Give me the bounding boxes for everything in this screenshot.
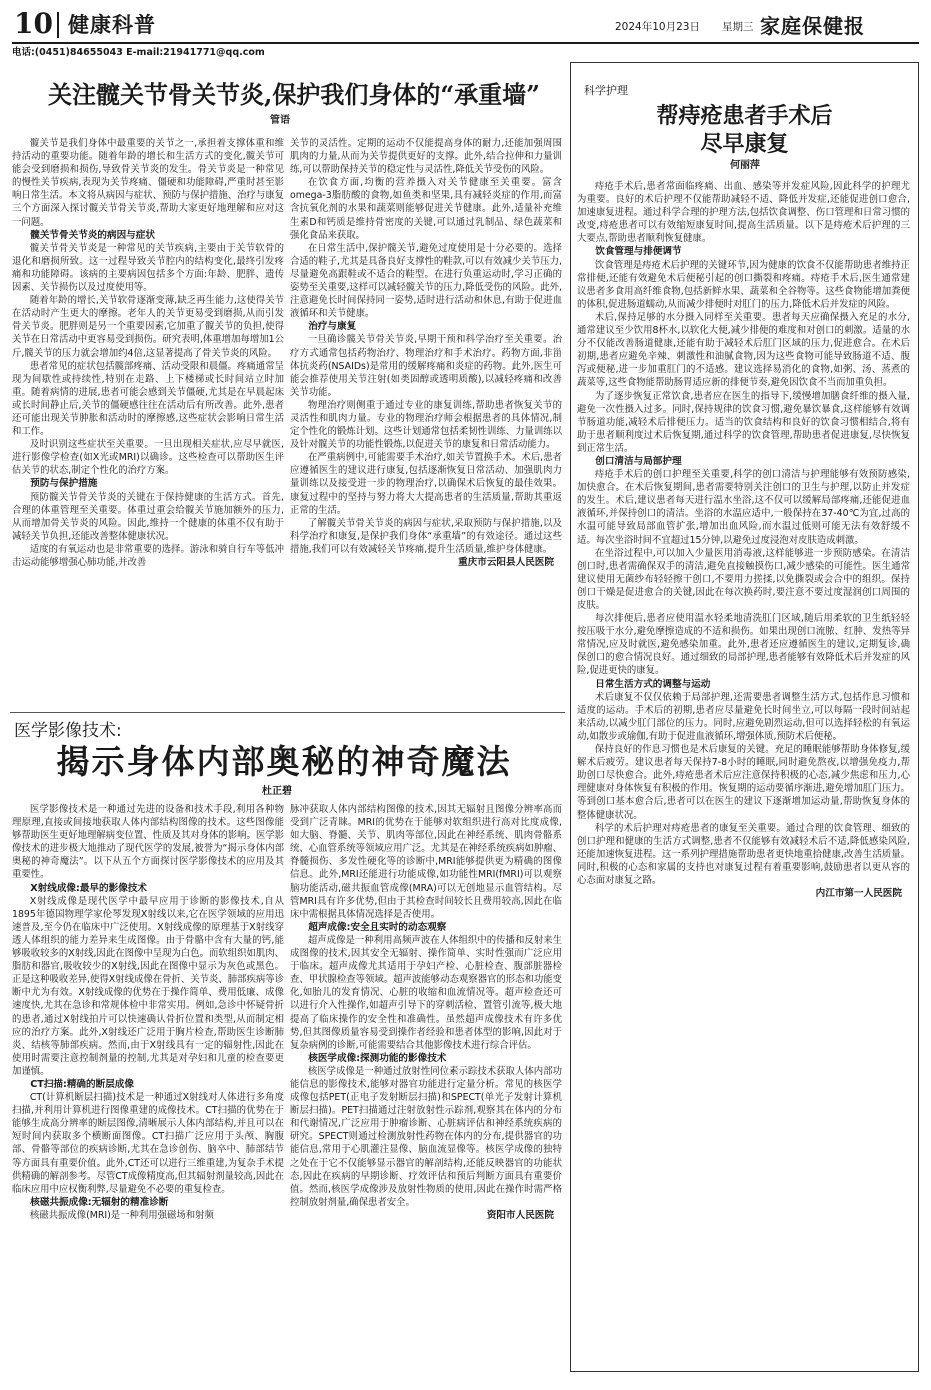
section-heading: 核医学成像:探测功能的影像技术 (308, 1052, 447, 1064)
body-paragraph: 医学影像技术是一种通过先进的设备和技术手段,利用各种物理原理,直接或间接地获取人体内部结构图像的技术。这些图像能够帮助医生更好地理解病变位置、性质及其对身体的影响。医学影像技术的进步极大地推动了现代医学的发展,被誉为“揭示身体内部奥秘的神奇魔法”。以下从五个方面探讨医学影像技术的应用及其重要性。 (12, 804, 284, 881)
article3-kicker: 科学护理 (584, 84, 628, 97)
body-paragraph-continued: 关节的灵活性。定期的运动不仅能提高身体的耐力,还能加强周围肌肉的力量,从而为关节提供更好的支撑。此外,结合拉伸和力量训练,可以帮助保持关节的稳定性与灵活性,降低关节受伤的风险。 (290, 138, 562, 176)
source-hospital: 重庆市云阳县人民医院 (458, 557, 554, 568)
body-paragraph: CT(计算机断层扫描)技术是一种通过X射线对人体进行多角度扫描,并利用计算机进行图像重建的成像技术。CT扫描的优势在于能够生成高分辨率的断层图像,清晰展示人体内部结构,并且可以在短时间内获取多个横断面图像。CT扫描广泛应用于头颅、胸腹部、骨骼等部位的疾病诊断,尤其在急诊创伤、脑卒中、肺部结节等方面具有重要价值。此外,CT还可以进行三维重建,为复杂手术提供精确的解剖参考。尽管CT成像精度高,但其辐射剂量较高,因此在临床应用中应权衡利弊,尽量避免不必要的重复检查。 (12, 1092, 284, 1195)
section-name: 健康科普 (68, 12, 156, 37)
section-heading: CT扫描:精确的断层成像 (30, 1078, 134, 1090)
body-paragraph: 痔疮手术后的创口护理至关重要,科学的创口清洁与护理能够有效预防感染,加快愈合。在术后恢复期间,患者需要特别关注创口的卫生与护理,以防止并发症的发生。术后,建议患者每天进行温水坐浴,这不仅可以缓解局部疼痛,还能促进血液循环,并保持创口的清洁。坐浴的水温应适中,一般保持在37-40℃为宜,过高的水温可能导致局部血管扩张,增加出血风险,而水温过低则可能无法有效舒缓不适。每次坐浴时间不宜超过15分钟,以避免过度浸泡对皮肤造成刺激。 (577, 469, 910, 546)
section-heading: 核磁共振成像:无辐射的精准诊断 (30, 1196, 169, 1208)
body-paragraph: 在日常生活中,保护髋关节,避免过度使用是十分必要的。选择合适的鞋子,尤其是具备良好支撑性的鞋款,可以有效减少关节压力,尽量避免高跟鞋或不适合的鞋型。在进行负重运动时,学习正确的姿势至关重要,这样可以减轻髋关节的压力,降低受伤的风险。此外,注意避免长时间保持同一姿势,适时进行活动和休息,有助于促进血液循环和关节健康。 (290, 242, 562, 320)
paper-name: 家庭保健报 (760, 14, 865, 38)
issue-weekday: 星期三 (722, 21, 754, 33)
body-paragraph: 了解髋关节骨关节炎的病因与症状,采取预防与保护措施,以及科学治疗和康复,是保护我们身体“承重墙”的有效途径。通过这些措施,我们可以有效减轻关节疼痛,提升生活质量,维护身体健康。 (290, 517, 562, 555)
body-paragraph: 核磁共振成像(MRI)是一种利用强磁场和射频 (29, 1209, 214, 1221)
body-paragraph: 术后,保持足够的水分摄入同样至关重要。患者每天应确保摄入充足的水分,通常建议至少饮用8杯水,以软化大便,减少排便的难度和对创口的刺激。适量的水分不仅能改善肠道健康,还能有助于减轻术后肛门区域的压力,促进愈合。在术后初期,患者应避免辛辣、刺激性和油腻食物,因为这些食物可能导致肠道不适、腹泻或便秘,进一步加重肛门的不适感。建议选择易消化的食物,如粥、汤、蒸煮的蔬菜等,这些食物能帮助肠胃适应新的排便节奏,避免因饮食不当而加重负担。 (577, 311, 910, 389)
section-heading: 创口清洁与局部护理 (595, 455, 682, 467)
section-heading: 饮食管理与排便调节 (595, 246, 682, 258)
body-paragraph: 核医学成像是一种通过放射性同位素示踪技术获取人体内部功能信息的影像技术,能够对器官功能进行定量分析。常见的核医学成像包括PET(正电子发射断层扫描)和SPECT(单光子发射计算机断层扫描)。PET扫描通过注射放射性示踪剂,观察其在体内的分布和代谢情况,广泛应用于肿瘤诊断、心脏病评估和神经系统疾病的研究。SPECT则通过检测放射性药物在体内的分布,提供器官的功能信息,常用于心肌灌注显像、脑血流显像等。核医学成像的独特之处在于它不仅能够显示器官的解剖结构,还能反映器官的功能状态,因此在疾病的早期诊断、疗效评估和预后判断方面具有重要价值。然而,核医学成像涉及放射性物质的使用,因此在操作时需严格控制放射剂量,确保患者安全。 (290, 1065, 562, 1208)
body-paragraph: 每次排便后,患者应使用温水轻柔地清洗肛门区域,随后用柔软的卫生纸轻轻按压吸干水分,避免摩擦造成的不适和损伤。如果出现创口流脓、红肿、发热等异常情况,应及时就医,避免感染加重。此外,患者还应遵循医生的建议,定期复诊,确保创口的愈合情况良好。通过细致的局部护理,患者能够有效降低术后并发症的风险,促进更快的康复。 (577, 613, 910, 677)
body-paragraph: 随着年龄的增长,关节软骨逐渐变薄,缺乏再生能力,这使得关节在活动时产生更大的摩擦。老年人的关节更易受到磨损,从而引发骨关节炎。肥胖则是另一个重要因素,它加重了髋关节的负担,使得关节在日常活动中更容易受到损伤。研究表明,体重增加每增加1公斤,髋关节的压力就会增加约4倍,这显著提高了骨关节炎的风险。 (12, 295, 284, 359)
article2-column-2 (290, 803, 562, 1371)
body-paragraph: X射线成像是现代医学中最早应用于诊断的影像技术,自从1895年德国物理学家伦琴发现X射线以来,它在医学领域的应用迅速普及,至今仍在临床中广泛使用。X射线成像的原理基于X射线穿透人体组织的能力差异来生成图像。由于骨骼中含有大量的钙,能够吸收较多的X射线,因此在图像中呈现为白色。而软组织如肌肉、脂肪和器官,吸收较少的X射线,因此在图像中显示为灰色或黑色。正是这种吸收差异,使得X射线成像在骨折、关节炎、肺部疾病等诊断中尤为有效。X射线成像的优势在于操作简单、费用低廉、成像速度快,尤其在急诊和常规体检中非常实用。例如,急诊中怀疑骨折的患者,通过X射线拍片可以快速确认骨折位置和类型,从而制定相应的治疗方案。此外,X射线还广泛用于胸片检查,帮助医生诊断肺炎、结核等肺部疾病。然而,由于X射线具有一定的辐射性,因此在使用时需要注意控制剂量的控制,尤其是对孕妇和儿童的检查要更加谨慎。 (12, 895, 284, 1077)
section-heading: 超声成像:安全且实时的动态观察 (308, 921, 447, 933)
body-paragraph: 保持良好的作息习惯也是术后康复的关键。充足的睡眠能够帮助身体修复,缓解术后疲劳。建议患者每天保持7-8小时的睡眠,同时避免熬夜,以增强免疫力,帮助创口尽快愈合。此外,痔疮患者术后应注意保持积极的心态,减少焦虑和压力,心理健康对身体恢复有积极的作用。恢复期的运动要循序渐进,避免增加肛门压力。等到创口基本愈合后,患者可以在医生的建议下逐渐增加运动量,帮助恢复身体的整体健康状况。 (577, 744, 910, 821)
body-paragraph: 一旦确诊髋关节骨关节炎,早期干预和科学治疗至关重要。治疗方式通常包括药物治疗、物理治疗和手术治疗。药物方面,非甾体抗炎药(NSAIDs)是常用的缓解疼痛和炎症的药物。此外,医生可能会推荐使用关节注射(如类固醇或透明质酸),以减轻疼痛和改善关节功能。 (290, 334, 562, 398)
contact-line: 电话:(0451)84655043 E-mail:21941771@qq.com (12, 47, 265, 58)
body-paragraph: 为了逐步恢复正常饮食,患者应在医生的指导下,缓慢增加膳食纤维的摄入量,避免一次性摄入过多。同时,保持规律的饮食习惯,避免暴饮暴食,这样能够有效调节肠道功能,减轻术后排便压力。适当的饮食结构和良好的饮食习惯相结合,将有助于患者顺利度过术后恢复期,通过科学的饮食管理,帮助患者促进康复,尽快恢复到正常生活。 (577, 390, 910, 454)
body-paragraph: 在坐浴过程中,可以加入少量医用消毒液,这样能够进一步预防感染。在清洁创口时,患者需确保双手的清洁,避免直接触摸伤口,减少感染的可能性。医生通常建议使用无菌纱布轻轻擦干创口,不要用力搓揉,以免撕裂或会合中的组织。保持创口干燥是促进愈合的关键,因此在每次换药时,要注意不要过度湿润创口周围的皮肤。 (577, 547, 910, 611)
section-heading: 预防与保护措施 (30, 478, 98, 490)
section-heading: 日常生活方式的调整与运动 (595, 678, 711, 690)
body-paragraph: 物理治疗则侧重于通过专业的康复训练,帮助患者恢复关节的灵活性和肌肉力量。专业的物理治疗师会根据患者的具体情况,制定个性化的锻炼计划。这些计划通常包括柔韧性训练、力量训练以及针对髋关节的功能性锻炼,以促进关节的康复和日常活动能力。 (290, 399, 562, 451)
section-heading: 治疗与康复 (308, 321, 357, 333)
article1-column-1 (12, 137, 284, 703)
issue-date: 2024年10月23日 (615, 21, 700, 33)
source-hospital: 内江市第一人民医院 (815, 888, 902, 900)
article1-column-2 (290, 137, 562, 703)
article3-title-line1: 帮痔疮患者手术后 (656, 103, 833, 129)
page-header (0, 0, 931, 62)
body-paragraph: 髋关节是我们身体中最重要的关节之一,承担着支撑体重和维持活动的重要功能。随着年龄的增长和生活方式的变化,髋关节可能会受到磨损和损伤,导致骨关节炎的发生。骨关节炎是一种常见的慢性关节疾病,表现为关节疼痛、僵硬和功能障碍,严重时甚至影响日常生活。本文将从病因与症状、预防与保护措施、治疗与康复三个方面深入探讨髋关节骨关节炎,帮助大家更好地理解和应对这一问题。 (12, 138, 284, 228)
article1-title: 关注髋关节骨关节炎,保护我们身体的“承重墙” (48, 80, 540, 109)
body-paragraph: 髋关节骨关节炎是一种常见的关节疾病,主要由于关节软骨的退化和磨损所致。这一过程导致关节腔内的结构变化,最终引发疼痛和功能障碍。该病的主要病因包括多个方面:年龄、肥胖、遗传因素、关节损伤以及过度使用等。 (12, 242, 284, 294)
article3-author: 何丽萍 (730, 160, 760, 171)
header-rule (12, 42, 919, 44)
article2-title: 揭示身体内部奥秘的神奇魔法 (56, 742, 512, 781)
article2-column-1 (12, 803, 284, 1371)
body-paragraph: 在饮食方面,均衡的营养摄入对关节健康至关重要。富含omega-3脂肪酸的食物,如鱼类和坚果,具有减轻炎症的作用,而富含抗氧化剂的水果和蔬菜则能够促进关节健康。此外,适量补充维生素D和钙质是维持骨密度的关键,可以通过乳制品、绿色蔬菜和强化食品来获取。 (290, 177, 562, 241)
body-paragraph: 在严重病例中,可能需要手术治疗,如关节置换手术。术后,患者应遵循医生的建议进行康复,包括逐渐恢复日常活动、加强肌肉力量训练以及接受进一步的物理治疗,以确保术后恢复的最佳效果。康复过程中的坚持与努力将大大提高患者的生活质量,帮助其重返正常的生活。 (290, 452, 562, 516)
body-paragraph-continued: 脉冲获取人体内部结构图像的技术,因其无辐射且图像分辨率高而受到广泛青睐。MRI的优势在于能够对软组织进行高对比度成像,如大脑、脊髓、关节、肌肉等部位,因此在神经系统、肌肉骨骼系统、心血管系统等领域应用广泛。尤其是在神经系统疾病如肿瘤、脊髓损伤、多发性硬化等的诊断中,MRI能够提供更为精确的图像信息。此外,MRI还能进行功能成像,如功能性MRI(fMRI)可以观察脑功能活动,磁共振血管成像(MRA)可以无创地显示血管结构。尽管MRI具有许多优势,但由于其检查时间较长且费用较高,因此在临床中需根据具体情况选择是否使用。 (290, 804, 562, 920)
article2-author: 杜正碧 (262, 786, 292, 797)
body-paragraph: 预防髋关节骨关节炎的关键在于保持健康的生活方式。首先,合理的体重管理至关重要。体重过重会给髋关节施加额外的压力,从而增加骨关节炎的风险。因此,维持一个健康的体重不仅有助于减轻关节负担,还能改善整体健康状况。 (12, 491, 284, 542)
page-number: 10 (14, 7, 53, 40)
section-heading: X射线成像:最早的影像技术 (30, 882, 147, 894)
body-paragraph: 科学的术后护理对痔疮患者的康复至关重要。通过合理的饮食管理、细致的创口护理和健康的生活方式调整,患者不仅能够有效减轻术后不适,降低感染风险,还能加速恢复进程。这一系列护理措施帮助患者更快地重拾健康,改善生活质量。同时,积极的心态和家属的支持也对康复过程有着重要影响,鼓励患者以更从容的心态面对康复之路。 (577, 822, 910, 886)
article3-title-line2: 尽早康复 (700, 131, 789, 157)
body-paragraph: 饮食管理是痔疮术后护理的关键环节,因为健康的饮食不仅能帮助患者维持正常排便,还能有效避免术后便秘引起的创口撕裂和疼痛。痔疮手术后,医生通常建议患者多食用高纤维食物,包括新鲜水果、蔬菜和全谷物等。这些食物能增加粪便的体积,促进肠道蠕动,从而减少排便时对肛门的压力,降低术后并发症的风险。 (577, 259, 910, 310)
header-divider-vertical (57, 12, 59, 38)
article2-kicker: 医学影像技术: (14, 721, 122, 741)
body-paragraph: 痔疮手术后,患者常面临疼痛、出血、感染等并发症风险,因此科学的护理尤为重要。良好的术后护理不仅能帮助减轻不适、降低并发症,还能促进创口愈合,加速康复进程。通过科学合理的护理方法,包括饮食调整、伤口管理和日常习惯的改变,痔疮患者可以有效缩短康复时间,提高生活质量。以下是痔疮术后护理的三大要点,帮助患者顺利恢复健康。 (577, 181, 910, 245)
article3-body (577, 180, 910, 1366)
body-paragraph: 患者常见的症状包括髋部疼痛、活动受限和晨僵。疼痛通常呈现为间歇性或持续性,特别在走路、上下楼梯或长时间站立时加重。随着病情的进展,患者可能会感到关节僵硬,尤其是在早晨起床或长时间静止后,关节的僵硬感往往在活动后有所改善。此外,患者还可能出现关节肿胀和活动时的摩擦感,这些症状会影响日常生活和工作。 (12, 360, 284, 438)
article1-author: 管语 (270, 115, 290, 126)
article2-top-rule (10, 712, 565, 713)
body-paragraph: 超声成像是一种利用高频声波在人体组织中的传播和反射来生成图像的技术,因其安全无辐射、操作简单、实时性强而广泛应用于临床。超声成像尤其适用于孕妇产检、心脏检查、腹部脏器检查、甲状腺检查等领域。超声波能够动态观察器官的形态和功能变化,如胎儿的发育情况、心脏的收缩和血流情况等。超声检查还可以进行介入性操作,如超声引导下的穿刺活检、置管引流等,极大地提高了临床操作的安全性和准确性。虽然超声成像技术有许多优势,但其图像质量容易受到操作者经验和患者体型的影响,因此对于复杂病例的诊断,可能需要结合其他影像技术进行综合评估。 (290, 934, 562, 1051)
section-heading: 髋关节骨关节炎的病因与症状 (30, 229, 155, 241)
body-paragraph: 术后康复不仅仅依赖于局部护理,还需要患者调整生活方式,包括作息习惯和适度的运动。手术后的初期,患者应尽量避免长时间坐立,可以每隔一段时间站起来活动,以减少肛门部位的压力。同时,应避免剧烈运动,但可以选择轻松的有氧运动,如散步或瑜伽,有助于促进血液循环,增强体质,预防术后便秘。 (577, 691, 910, 742)
body-paragraph: 及时识别这些症状至关重要。一旦出现相关症状,应尽早就医,进行影像学检查(如X光或MRI)以确诊。这些检查可以帮助医生评估关节的状态,制定个性化的治疗方案。 (12, 439, 284, 477)
source-hospital: 资阳市人民医院 (486, 1209, 554, 1221)
body-paragraph: 适度的有氧运动也是非常重要的选择。游泳和骑自行车等低冲击运动能够增强心肺功能,并改善 (12, 543, 284, 568)
